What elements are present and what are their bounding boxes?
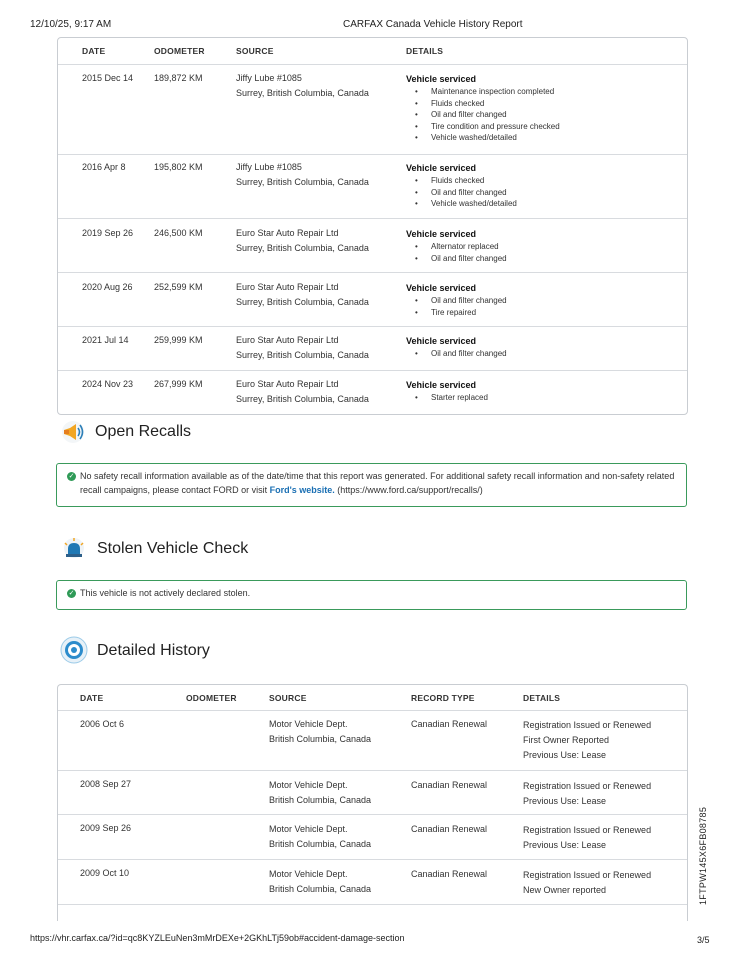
list-item: • Tire repaired: [406, 307, 507, 319]
detail-title: Vehicle serviced: [406, 74, 477, 84]
detail-title: Vehicle serviced: [406, 283, 477, 293]
row-date: 2009 Sep 26: [80, 823, 132, 833]
table-row: [58, 218, 687, 273]
row-odometer: 195,802 KM: [154, 162, 203, 172]
table-row: [58, 326, 687, 371]
row-date: 2021 Jul 14: [82, 335, 129, 345]
table-row-divider: [58, 904, 687, 905]
row-detail-line: New Owner reported: [523, 885, 607, 895]
vin-label: 1FTPW145X6FB08785: [698, 806, 708, 905]
col-source: SOURCE: [269, 693, 307, 703]
row-source-location: Surrey, British Columbia, Canada: [236, 177, 369, 187]
col-date: DATE: [80, 693, 104, 703]
row-source-location: British Columbia, Canada: [269, 884, 372, 894]
row-source-name: Jiffy Lube #1085: [236, 73, 302, 83]
row-detail-line: Previous Use: Lease: [523, 750, 607, 760]
list-item: • Vehicle washed/detailed: [406, 198, 517, 210]
row-date: 2009 Oct 10: [80, 868, 130, 878]
col-odometer: ODOMETER: [186, 693, 237, 703]
stolen-check-text: This vehicle is not actively declared stolen.: [80, 588, 251, 598]
row-record-type: Canadian Renewal: [411, 780, 488, 790]
row-record-type: Canadian Renewal: [411, 869, 488, 879]
row-source-location: Surrey, British Columbia, Canada: [236, 350, 369, 360]
list-item: • Oil and filter changed: [406, 348, 507, 360]
recall-url: (https://www.ford.ca/support/recalls/): [334, 485, 483, 495]
report-title: CARFAX Canada Vehicle History Report: [343, 19, 523, 30]
row-source-location: British Columbia, Canada: [269, 734, 372, 744]
row-source-name: Motor Vehicle Dept.: [269, 824, 348, 834]
row-source-name: Motor Vehicle Dept.: [269, 869, 348, 879]
row-source-name: Motor Vehicle Dept.: [269, 719, 348, 729]
row-detail-line: Registration Issued or Renewed: [523, 781, 652, 791]
row-date: 2006 Oct 6: [80, 719, 125, 729]
table-row: [58, 859, 687, 905]
row-date: 2015 Dec 14: [82, 73, 134, 83]
row-source-name: Euro Star Auto Repair Ltd: [236, 335, 339, 345]
table-row: [58, 64, 687, 155]
row-details: [406, 282, 507, 318]
list-item: • Starter replaced: [406, 392, 488, 404]
siren-icon: [62, 537, 86, 559]
detail-list: [406, 348, 507, 360]
table-row: [58, 370, 687, 415]
row-source-name: Euro Star Auto Repair Ltd: [236, 228, 339, 238]
row-date: 2024 Nov 23: [82, 379, 134, 389]
service-history-table: [57, 37, 688, 415]
row-source-name: Jiffy Lube #1085: [236, 162, 302, 172]
row-odometer: 259,999 KM: [154, 335, 203, 345]
detail-title: Vehicle serviced: [406, 163, 477, 173]
list-item: • Oil and filter changed: [406, 187, 517, 199]
row-detail-line: Registration Issued or Renewed: [523, 825, 652, 835]
open-recalls-notice: [56, 463, 687, 507]
row-details: [406, 162, 517, 210]
col-date: DATE: [82, 46, 106, 56]
list-item: • Oil and filter changed: [406, 109, 560, 121]
row-details: [406, 379, 488, 404]
list-item: • Alternator replaced: [406, 241, 507, 253]
page-url[interactable]: https://vhr.carfax.ca/?id=qc8KYZLEuNen3mMrDEXe+2GKhLTj59ob#accident-damage-section: [30, 933, 405, 943]
open-recalls-title: Open Recalls: [95, 423, 192, 440]
list-item: • Oil and filter changed: [406, 295, 507, 307]
page-number: 3/5: [697, 935, 710, 945]
row-details: [406, 335, 507, 360]
row-record-type: Canadian Renewal: [411, 719, 488, 729]
row-detail-line: First Owner Reported: [523, 735, 610, 745]
row-source-location: Surrey, British Columbia, Canada: [236, 88, 369, 98]
row-date: 2016 Apr 8: [82, 162, 126, 172]
list-item: • Tire condition and pressure checked: [406, 121, 560, 133]
detail-title: Vehicle serviced: [406, 380, 477, 390]
recall-message: No safety recall information available as of the date/time that this report was generated. For additional safety recall information and non-safety related recall campaigns, please contact FORD or visit: [80, 471, 675, 495]
row-date: 2019 Sep 26: [82, 228, 134, 238]
table-row: [58, 814, 687, 860]
row-odometer: 246,500 KM: [154, 228, 203, 238]
list-item: • Fluids checked: [406, 175, 517, 187]
row-detail-line: Registration Issued or Renewed: [523, 720, 652, 730]
table-row: [58, 770, 687, 815]
check-circle-icon: ✓: [68, 590, 75, 597]
col-odometer: ODOMETER: [154, 46, 205, 56]
list-item: • Fluids checked: [406, 98, 560, 110]
stolen-check-notice: [56, 580, 687, 610]
col-source: SOURCE: [236, 46, 274, 56]
row-detail-line: Registration Issued or Renewed: [523, 870, 652, 880]
row-details: [406, 228, 507, 264]
row-source-name: Euro Star Auto Repair Ltd: [236, 282, 339, 292]
detail-list: [406, 241, 507, 264]
megaphone-icon: [60, 420, 86, 444]
stolen-check-title: Stolen Vehicle Check: [97, 540, 249, 557]
open-recalls-text: [80, 469, 680, 497]
col-record-type: RECORD TYPE: [411, 693, 475, 703]
row-source-name: Motor Vehicle Dept.: [269, 780, 348, 790]
col-details: DETAILS: [523, 693, 561, 703]
detail-list: [406, 86, 560, 144]
print-datetime: 12/10/25, 9:17 AM: [30, 19, 112, 30]
detail-list: [406, 175, 517, 210]
list-item: • Vehicle washed/detailed: [406, 132, 560, 144]
list-item: • Maintenance inspection completed: [406, 86, 560, 98]
history-dial-icon: [60, 636, 88, 664]
row-date: 2008 Sep 27: [80, 779, 132, 789]
ford-website-link[interactable]: Ford's website.: [269, 485, 335, 495]
row-odometer: 252,599 KM: [154, 282, 203, 292]
detail-list: [406, 392, 488, 404]
table-row: [58, 154, 687, 219]
row-detail-line: Previous Use: Lease: [523, 840, 607, 850]
detail-title: Vehicle serviced: [406, 229, 477, 239]
col-details: DETAILS: [406, 46, 444, 56]
row-odometer: 267,999 KM: [154, 379, 203, 389]
detail-title: Vehicle serviced: [406, 336, 477, 346]
check-circle-icon: ✓: [68, 473, 75, 480]
row-record-type: Canadian Renewal: [411, 824, 488, 834]
row-source-name: Euro Star Auto Repair Ltd: [236, 379, 339, 389]
list-item: • Oil and filter changed: [406, 253, 507, 265]
row-odometer: 189,872 KM: [154, 73, 203, 83]
detail-list: [406, 295, 507, 318]
row-source-location: Surrey, British Columbia, Canada: [236, 394, 369, 404]
table-row: [58, 710, 687, 771]
row-source-location: Surrey, British Columbia, Canada: [236, 243, 369, 253]
row-detail-line: Previous Use: Lease: [523, 796, 607, 806]
row-date: 2020 Aug 26: [82, 282, 133, 292]
table-row: [58, 272, 687, 327]
row-source-location: British Columbia, Canada: [269, 839, 372, 849]
detailed-history-title: Detailed History: [97, 642, 210, 659]
detailed-history-table: [57, 684, 688, 921]
row-details: [406, 73, 560, 144]
row-source-location: British Columbia, Canada: [269, 795, 372, 805]
row-source-location: Surrey, British Columbia, Canada: [236, 297, 369, 307]
